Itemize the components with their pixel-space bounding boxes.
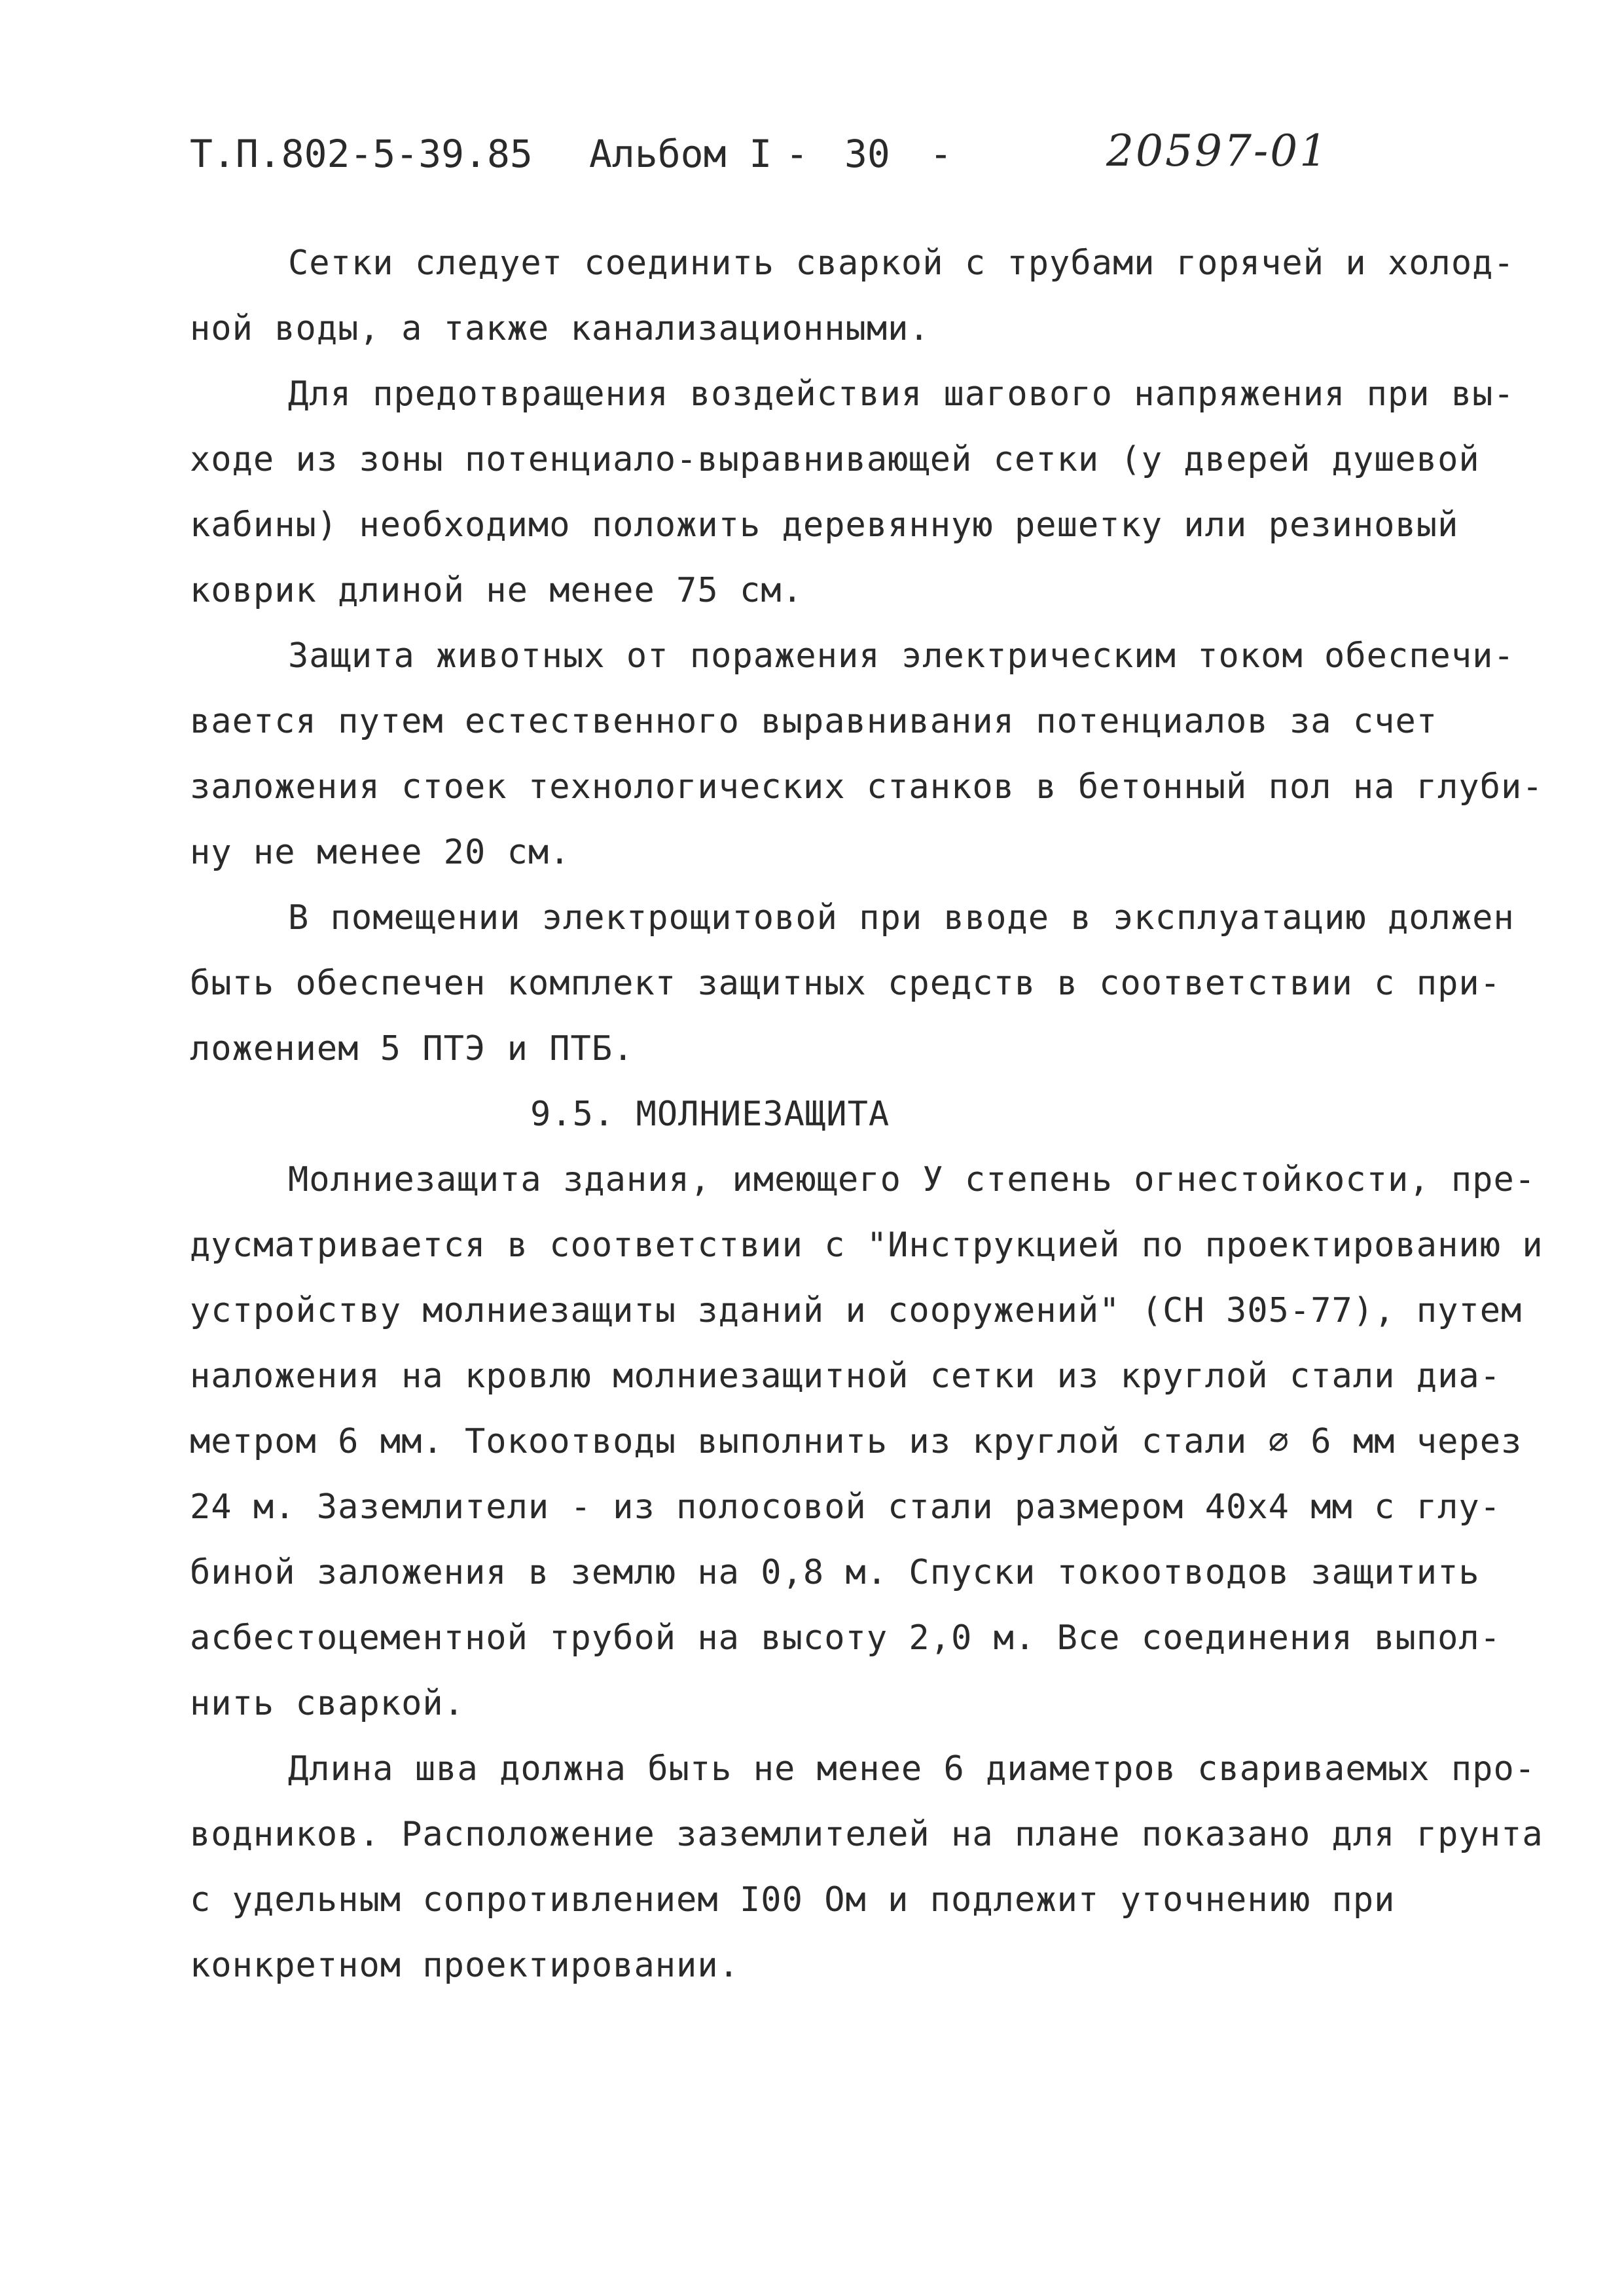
paragraph-line: ложением 5 ПТЭ и ПТБ.	[190, 1029, 634, 1068]
paragraph-line: устройству молниезащиты зданий и сооружений" (СН 305-77), путем	[190, 1291, 1523, 1330]
paragraph-line: кабины) необходимо положить деревянную решетку или резиновый	[190, 505, 1459, 545]
paragraph-line: В помещении электрощитовой при вводе в эксплуатацию должен	[288, 898, 1515, 938]
paragraph-line: быть обеспечен комплект защитных средств в соответствии с при-	[190, 964, 1502, 1003]
paragraph-line: с удельным сопротивлением I00 Ом и подлежит уточнению при	[190, 1880, 1396, 1920]
paragraph-line: заложения стоек технологических станков в бетонный пол на глуби-	[190, 767, 1543, 807]
paragraph-line: вается путем естественного выравнивания потенциалов за счет	[190, 702, 1438, 741]
page-number: 30	[844, 132, 890, 176]
paragraph-line: Защита животных от поражения электрическим током обеспечи-	[288, 636, 1515, 676]
paragraph-line: Для предотвращения воздействия шагового напряжения при вы-	[288, 374, 1515, 414]
paragraph-line: асбестоцементной трубой на высоту 2,0 м. Все соединения выпол-	[190, 1618, 1502, 1658]
paragraph-line: метром 6 мм. Токоотводы выполнить из круглой стали ∅ 6 мм через	[190, 1422, 1523, 1461]
album-label: Альбом I	[589, 132, 772, 176]
paragraph-line: нить сваркой.	[190, 1684, 465, 1723]
paragraph-line: ну не менее 20 см.	[190, 833, 571, 872]
paragraph-line: ной воды, а также канализационными.	[190, 309, 930, 348]
section-heading: 9.5. МОЛНИЕЗАЩИТА	[530, 1095, 890, 1134]
paragraph-line: коврик длиной не менее 75 см.	[190, 571, 803, 610]
paragraph-line: дусматривается в соответствии с "Инструкцией по проектированию и	[190, 1226, 1543, 1265]
paragraph-line: Сетки следует соединить сваркой с трубами горячей и холод-	[288, 244, 1515, 283]
page-header	[190, 124, 1466, 183]
document-body	[190, 230, 1543, 1998]
paragraph-line: 24 м. Заземлители - из полосовой стали размером 40х4 мм с глу-	[190, 1487, 1502, 1527]
page-number-dash-right: -	[929, 132, 952, 176]
paragraph-line: наложения на кровлю молниезащитной сетки из круглой стали диа-	[190, 1357, 1502, 1396]
paragraph-line: Длина шва должна быть не менее 6 диаметров свариваемых про-	[288, 1749, 1536, 1789]
paragraph-line: биной заложения в землю на 0,8 м. Спуски токоотводов защитить	[190, 1553, 1480, 1592]
paragraph-line: ходе из зоны потенциало-выравнивающей сетки (у дверей душевой	[190, 440, 1480, 479]
paragraph-line: водников. Расположение заземлителей на плане показано для грунта	[190, 1815, 1543, 1854]
document-code: Т.П.802-5-39.85	[190, 132, 533, 176]
paragraph-line: Молниезащита здания, имеющего У степень огнестойкости, пре-	[288, 1160, 1536, 1199]
paragraph-line: конкретном проектировании.	[190, 1946, 740, 1985]
page-number-dash-left: -	[785, 132, 808, 176]
handwritten-number: 20597-01	[1106, 126, 1329, 176]
